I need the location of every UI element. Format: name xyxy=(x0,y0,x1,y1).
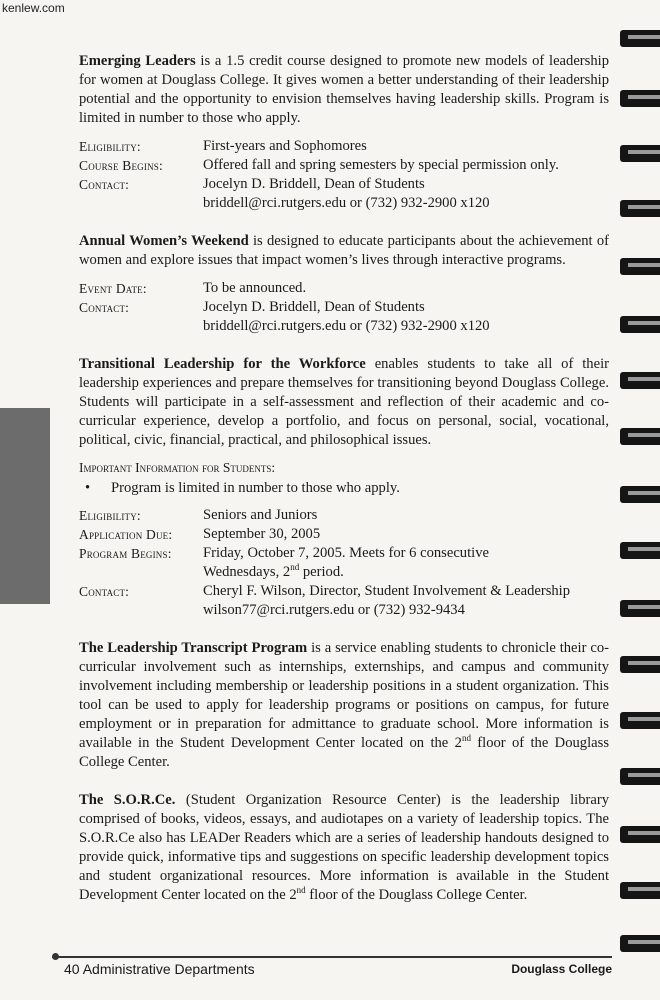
section-title: Annual Women’s Weekend xyxy=(79,233,249,249)
begins-text: Wednesdays, 2 xyxy=(203,564,291,580)
field-value xyxy=(203,298,609,336)
spiral-binding xyxy=(614,0,660,1000)
field-value: First-years and Sophomores xyxy=(203,138,367,154)
section-sorce xyxy=(79,791,609,905)
section-title: The S.O.R.Ce. xyxy=(79,792,176,808)
field-row-application-due xyxy=(79,525,609,544)
begins-text: period. xyxy=(299,564,344,580)
section-body: (Student Organization Resource Center) is the leadership library comprised of books, videos, essays, and audiotapes on a variety of leadership topics. The S.O.R.Ce also has LEADer Readers which are a series of leadership handouts designed to provide quick, informative tips and suggestions on specific leadership development topics and student organizational resources. More information is available in the Student Development Center located on the 2 xyxy=(79,792,610,903)
contact-info: briddell@rci.rutgers.edu or (732) 932-2900 x120 xyxy=(203,195,490,211)
section-body: floor of the Douglass College Center. xyxy=(305,887,528,903)
field-value xyxy=(203,175,609,213)
field-label: Eligibility: xyxy=(79,508,141,523)
begins-line: Friday, October 7, 2005. Meets for 6 consecutive xyxy=(203,545,489,561)
field-row-course-begins xyxy=(79,156,609,175)
info-heading: Important Information for Students: xyxy=(79,460,276,475)
page-content xyxy=(79,52,609,924)
section-emerging-leaders xyxy=(79,52,609,213)
field-label: Application Due: xyxy=(79,527,173,542)
field-row-contact xyxy=(79,582,609,620)
field-value: Offered fall and spring semesters by special permission only. xyxy=(203,157,559,173)
field-row-eligibility xyxy=(79,137,609,156)
field-value: September 30, 2005 xyxy=(203,526,321,542)
field-label: Program Begins: xyxy=(79,546,172,561)
section-body: is a service enabling students to chronicle their co-curricular involvement such as internships, externships, and campus and community involvement including membership or leadership positions in a student organization. This tool can be used to apply for leadership programs or positions on campus, for future employment or in preparation for admittance to graduate school. More information is available in the Student Development Center located on the 2 xyxy=(79,640,609,751)
field-row-eligibility xyxy=(79,506,609,525)
section-transitional-leadership xyxy=(79,355,609,620)
section-body: enables students to take all of their leadership experiences and prepare themselves for transitioning beyond Douglass College. Students will participate in a self-assessment and reflection of their academic and co-curricular experience, develop a portfolio, and focus on personal, social, vocational, political, civic, financial, practical, and philosophical issues. xyxy=(79,356,609,448)
field-row-program-begins xyxy=(79,544,609,582)
section-title: Transitional Leadership for the Workforce xyxy=(79,356,366,372)
contact-name: Cheryl F. Wilson, Director, Student Involvement & Leadership xyxy=(203,583,571,599)
contact-info: briddell@rci.rutgers.edu or (732) 932-2900 x120 xyxy=(203,318,490,334)
contact-name: Jocelyn D. Briddell, Dean of Students xyxy=(203,176,425,192)
field-row-event-date xyxy=(79,279,609,298)
watermark: kenlew.com xyxy=(2,1,65,15)
field-label: Contact: xyxy=(79,300,130,315)
ordinal-suffix: nd xyxy=(461,733,471,744)
section-body: is a 1.5 credit course designed to promote new models of leadership for women at Douglass College. It gives women a better understanding of their leadership potential and the opportunity to envision themselves having leadership skills. Program is limited in number to those who apply. xyxy=(79,53,609,126)
section-paragraph xyxy=(79,355,609,450)
field-label: Event Date: xyxy=(79,281,147,296)
field-list xyxy=(79,137,609,213)
footer-page-label: 40 Administrative Departments xyxy=(64,961,255,977)
contact-name: Jocelyn D. Briddell, Dean of Students xyxy=(203,299,425,315)
footer-dot-icon xyxy=(52,953,59,960)
field-label: Course Begins: xyxy=(79,158,163,173)
section-paragraph xyxy=(79,52,609,128)
field-list xyxy=(79,506,609,620)
field-value xyxy=(203,582,609,620)
field-label: Eligibility: xyxy=(79,139,141,154)
bullet-text: Program is limited in number to those who apply. xyxy=(111,480,400,496)
section-paragraph xyxy=(79,639,609,772)
field-value xyxy=(203,544,609,582)
section-paragraph xyxy=(79,232,609,270)
section-womens-weekend xyxy=(79,232,609,336)
footer-college-name: Douglass College xyxy=(511,962,612,976)
begins-line xyxy=(203,563,609,582)
ordinal-suffix: nd xyxy=(296,885,306,896)
field-list xyxy=(79,279,609,336)
bullet-icon: • xyxy=(85,480,91,496)
section-leadership-transcript xyxy=(79,639,609,772)
section-body: is designed to educate participants about the achievement of women and explore issues that impact women’s lives through interactive programs. xyxy=(79,233,609,268)
field-label: Contact: xyxy=(79,584,130,599)
field-row-contact xyxy=(79,175,609,213)
contact-info: wilson77@rci.rutgers.edu or (732) 932-9434 xyxy=(203,602,465,618)
section-title: The Leadership Transcript Program xyxy=(79,640,308,656)
field-value: To be announced. xyxy=(203,280,307,296)
side-tab-marker xyxy=(0,408,50,604)
ordinal-suffix: nd xyxy=(290,562,300,573)
field-value: Seniors and Juniors xyxy=(203,507,318,523)
footer-rule xyxy=(52,956,612,958)
field-row-contact xyxy=(79,298,609,336)
section-paragraph xyxy=(79,791,609,905)
field-label: Contact: xyxy=(79,177,130,192)
bullet-item xyxy=(79,479,609,498)
section-title: Emerging Leaders xyxy=(79,53,196,69)
section-body: floor of the Douglass College Center. xyxy=(79,735,609,770)
